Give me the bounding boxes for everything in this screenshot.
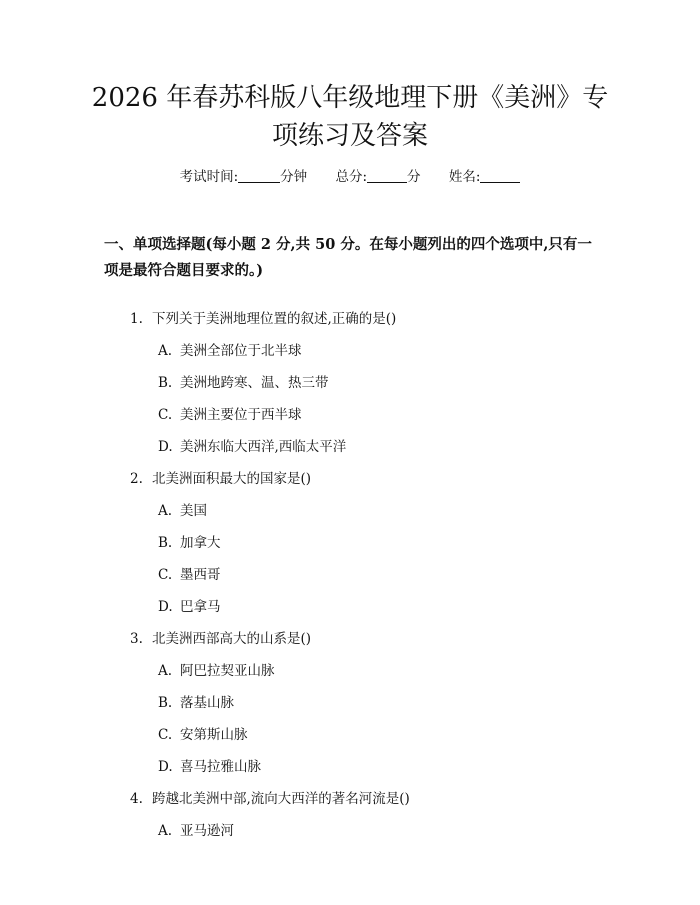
option-letter: C.	[158, 567, 173, 583]
question-text: 跨越北美洲中部,流向大西洋的著名河流是()	[152, 791, 410, 807]
option-text: 美洲地跨寒、温、热三带	[180, 375, 329, 391]
document-title-line-2: 项练习及答案	[271, 121, 428, 151]
option-text: 喜马拉雅山脉	[180, 759, 261, 775]
exam-time-label: 考试时间:	[179, 169, 239, 185]
question-3-option-c[interactable]	[158, 725, 248, 745]
option-letter: B.	[158, 695, 173, 711]
question-number: 3.	[130, 631, 143, 647]
total-score-unit: 分	[407, 169, 421, 185]
option-text: 落基山脉	[180, 695, 234, 711]
exam-time-field	[180, 169, 312, 185]
question-number: 1.	[130, 311, 143, 327]
option-letter: C.	[158, 407, 173, 423]
total-score-field	[335, 169, 424, 185]
question-2-option-a[interactable]	[158, 501, 207, 521]
option-text: 加拿大	[180, 535, 221, 551]
option-text: 阿巴拉契亚山脉	[180, 663, 275, 679]
option-text: 美洲东临大西洋,西临太平洋	[180, 439, 347, 455]
question-3-option-d[interactable]	[158, 757, 261, 777]
total-score-blank[interactable]	[367, 168, 407, 183]
option-text: 安第斯山脉	[180, 727, 248, 743]
total-score-label: 总分:	[335, 169, 368, 185]
option-letter: D.	[158, 599, 173, 615]
question-1-option-b[interactable]	[158, 373, 329, 393]
question-2-option-c[interactable]	[158, 565, 221, 585]
section-heading-single-choice: 一、单项选择题(每小题 2 分,共 50 分。在每小题列出的四个选项中,只有一项是最符合题目要求的。)	[104, 236, 592, 279]
option-letter: D.	[158, 759, 173, 775]
question-2	[130, 469, 311, 489]
option-letter: A.	[158, 823, 173, 839]
option-letter: A.	[158, 503, 173, 519]
question-3-option-a[interactable]	[158, 661, 275, 681]
question-text: 下列关于美洲地理位置的叙述,正确的是()	[152, 311, 397, 327]
student-name-label: 姓名:	[448, 169, 481, 185]
exam-time-unit: 分钟	[280, 169, 308, 185]
question-4-option-a[interactable]	[158, 821, 234, 841]
question-text: 北美洲面积最大的国家是()	[152, 471, 312, 487]
exam-meta-row	[0, 167, 700, 187]
question-4	[130, 789, 410, 809]
question-1	[130, 309, 396, 329]
option-text: 美洲主要位于西半球	[180, 407, 302, 423]
question-number: 2.	[130, 471, 143, 487]
student-name-field	[449, 169, 521, 185]
question-2-option-b[interactable]	[158, 533, 221, 553]
question-2-option-d[interactable]	[158, 597, 221, 617]
question-1-option-a[interactable]	[158, 341, 302, 361]
question-number: 4.	[130, 791, 143, 807]
question-1-option-c[interactable]	[158, 405, 302, 425]
exam-time-blank[interactable]	[238, 168, 280, 183]
option-text: 亚马逊河	[180, 823, 234, 839]
question-3-option-b[interactable]	[158, 693, 234, 713]
option-letter: B.	[158, 535, 173, 551]
option-text: 墨西哥	[180, 567, 221, 583]
option-text: 巴拿马	[180, 599, 221, 615]
option-letter: A.	[158, 663, 173, 679]
option-text: 美国	[180, 503, 207, 519]
document-title-line-1: 2026 年春苏科版八年级地理下册《美洲》专	[91, 83, 609, 113]
question-text: 北美洲西部高大的山系是()	[152, 631, 312, 647]
option-letter: A.	[158, 343, 173, 359]
question-1-option-d[interactable]	[158, 437, 346, 457]
question-3	[130, 629, 311, 649]
option-letter: B.	[158, 375, 173, 391]
option-letter: C.	[158, 727, 173, 743]
student-name-blank[interactable]	[480, 168, 520, 183]
option-letter: D.	[158, 439, 173, 455]
option-text: 美洲全部位于北半球	[180, 343, 302, 359]
